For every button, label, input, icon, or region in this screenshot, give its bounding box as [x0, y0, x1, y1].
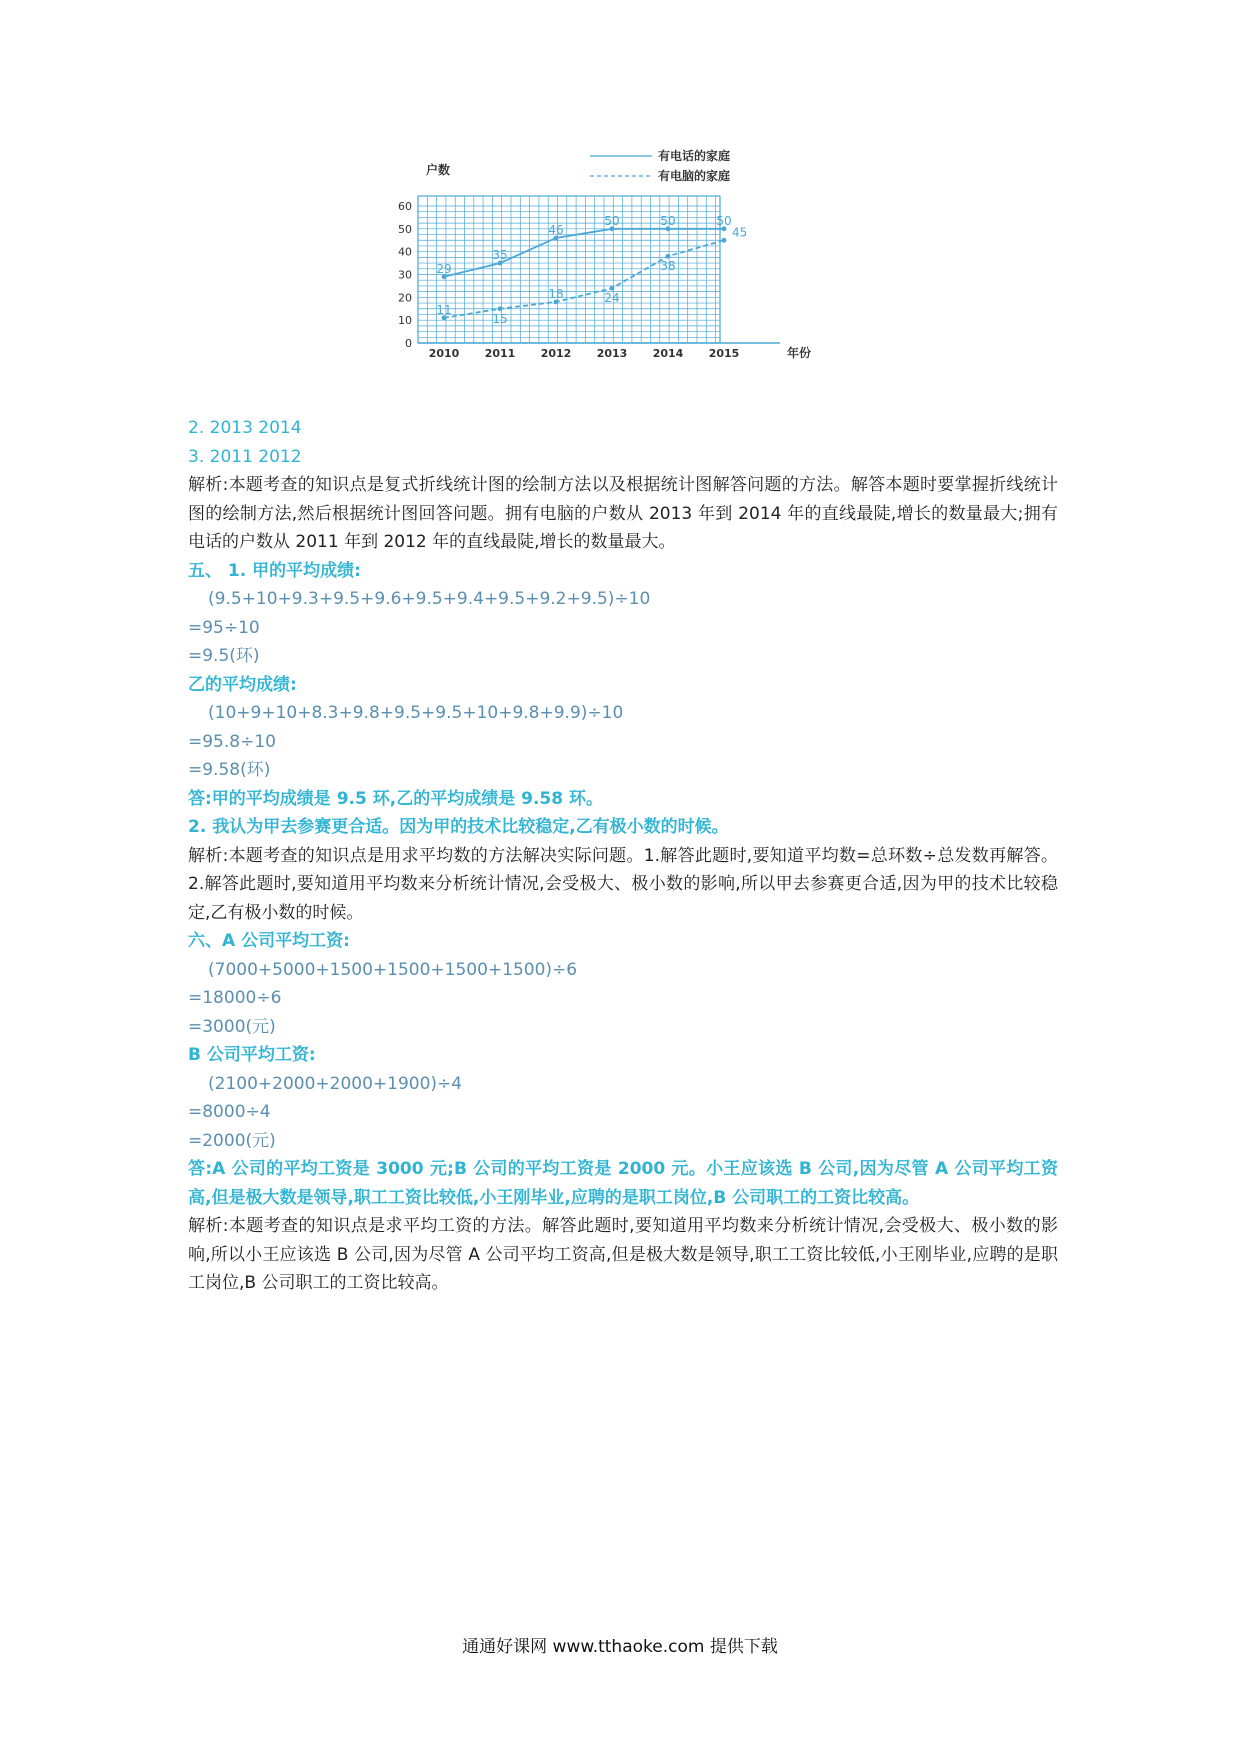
- y-tick-label: 20: [398, 291, 412, 305]
- calc-line: (10+9+10+8.3+9.8+9.5+9.5+10+9.8+9.9)÷10: [208, 703, 624, 723]
- answer-statement: 2. 我认为甲去参赛更合适。因为甲的技术比较稳定,乙有极小数的时候。: [188, 817, 729, 837]
- calc-line: =3000(元): [188, 1016, 276, 1037]
- data-point: [498, 306, 503, 311]
- line-chart: [390, 148, 870, 413]
- calc-line: (7000+5000+1500+1500+1500+1500)÷6: [208, 959, 578, 980]
- data-label: 35: [492, 248, 508, 263]
- data-label: 50: [660, 213, 676, 228]
- x-axis-title: 年份: [787, 346, 812, 360]
- answer-statement: 答:甲的平均成绩是 9.5 环,乙的平均成绩是 9.58 环。: [188, 788, 603, 809]
- data-point: [610, 286, 615, 291]
- data-label: 11: [436, 302, 452, 317]
- data-label: 50: [716, 213, 732, 228]
- analysis-paragraph-3: 解析:本题考查的知识点是求平均工资的方法。解答此题时,要知道用平均数来分析统计情况,会受极大、极小数的影响,所以小王应该选 B 公司,因为尽管 A 公司平均工资高,但是极大数是领导,职工工资比较低,小王刚毕业,应聘的是职工岗位,B 公司职工的工资比较高。: [188, 1216, 1058, 1293]
- y-axis-title: 户数: [426, 163, 451, 177]
- answer-2: 2. 2013 2014: [188, 418, 302, 438]
- calc-line: =9.5(环): [188, 646, 260, 666]
- y-tick-label: 0: [405, 337, 412, 350]
- x-tick-label: 2014: [652, 347, 684, 360]
- calc-line: =2000(元): [188, 1130, 276, 1151]
- data-label: 45: [732, 225, 748, 240]
- y-tick-label: 60: [398, 200, 412, 213]
- calc-line: (2100+2000+2000+1900)÷4: [208, 1073, 463, 1094]
- answer-content: [188, 414, 1058, 1298]
- answer-statement: 答:A 公司的平均工资是 3000 元;B 公司的平均工资是 2000 元。小王应该选 B 公司,因为尽管 A 公司平均工资高,但是极大数是领导,职工工资比较低,小王刚毕业,应聘的是职工岗位,B 公司职工的工资比较高。: [188, 1159, 1058, 1208]
- section-6-heading: 六、A 公司平均工资:: [188, 931, 350, 951]
- data-label: 46: [548, 222, 564, 237]
- y-tick-label: 40: [398, 245, 412, 259]
- answer-3: 3. 2011 2012: [188, 446, 302, 467]
- legend-label: 有电脑的家庭: [658, 169, 731, 183]
- calc-line: =95.8÷10: [188, 731, 276, 752]
- section-5-heading: 五、 1. 甲的平均成绩:: [188, 560, 361, 581]
- x-tick-label: 2011: [484, 347, 516, 360]
- data-point: [722, 238, 727, 243]
- x-tick-label: 2015: [708, 347, 740, 360]
- data-label: 50: [604, 213, 620, 228]
- calc-line: =8000÷4: [188, 1102, 271, 1122]
- calc-line: (9.5+10+9.3+9.5+9.6+9.5+9.4+9.5+9.2+9.5)÷10: [208, 589, 651, 609]
- calc-line: =95÷10: [188, 617, 260, 638]
- data-point: [666, 254, 671, 259]
- x-tick-label: 2013: [596, 347, 628, 360]
- analysis-paragraph-1: 解析:本题考查的知识点是复式折线统计图的绘制方法以及根据统计图解答问题的方法。解答本题时要掌握折线统计图的绘制方法,然后根据统计图回答问题。拥有电脑的户数从 2013 年到 2014 年的直线最陡,增长的数量最大;拥有电话的户数从 2011 年到 2012 年的直线最陡,增长的数量最大。: [188, 475, 1058, 552]
- y-tick-label: 10: [398, 314, 412, 328]
- x-tick-label: 2010: [428, 347, 460, 360]
- data-label: 15: [492, 311, 508, 326]
- analysis-paragraph-2: 解析:本题考查的知识点是用求平均数的方法解决实际问题。1.解答此题时,要知道平均数=总环数÷总发数再解答。2.解答此题时,要知道用平均数来分析统计情况,会受极大、极小数的影响,所以甲去参赛更合适,因为甲的技术比较稳定,乙有极小数的时候。: [188, 845, 1058, 923]
- y-tick-label: 30: [398, 268, 412, 282]
- calc-heading: B 公司平均工资:: [188, 1045, 316, 1065]
- data-label: 18: [548, 286, 564, 301]
- footer-text: 通通好课网 www.tthaoke.com 提供下载: [462, 1637, 778, 1657]
- data-label: 38: [660, 259, 676, 274]
- data-label: 24: [604, 291, 620, 306]
- x-tick-label: 2012: [540, 347, 572, 360]
- data-label: 29: [436, 261, 452, 276]
- y-tick-label: 50: [398, 222, 412, 236]
- calc-heading: 乙的平均成绩:: [188, 674, 297, 695]
- calc-line: =18000÷6: [188, 988, 282, 1008]
- calc-line: =9.58(环): [188, 760, 271, 780]
- legend-label: 有电话的家庭: [658, 149, 731, 163]
